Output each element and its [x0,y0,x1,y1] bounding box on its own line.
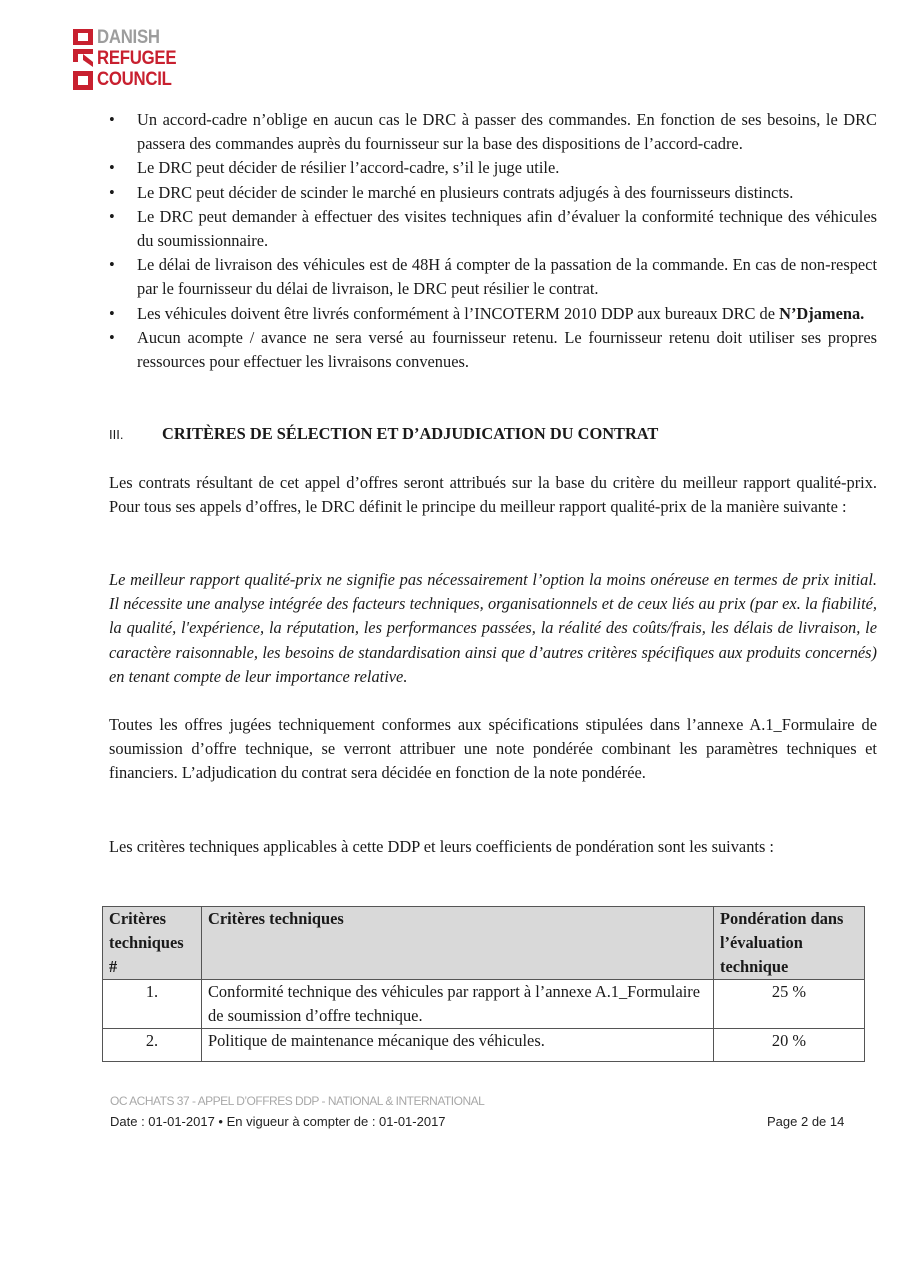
list-item [109,253,877,301]
criterion-weight: 25 % [714,980,865,1029]
table-row [103,1029,865,1062]
table-header-row [103,907,865,980]
logo-line-danish: DANISH [97,26,160,48]
criterion-number: 1. [103,980,202,1029]
intro-paragraph: Les contrats résultant de cet appel d’offres seront attribués sur la base du critère du meilleur rapport qualité-prix. Pour tous ses appels d’offres, le DRC définit le principe du meilleur rapport qualité-prix de la manière suivante : [109,473,877,517]
criteria-table [102,906,865,1062]
list-item [109,181,877,205]
bullet-icon: • [109,158,115,178]
bullet-icon: • [109,255,115,275]
list-item [109,326,877,374]
header-criterion: Critères techniques [202,907,714,980]
list-item [109,156,877,180]
section-title: CRITÈRES DE SÉLECTION ET D’ADJUDICATION DU CONTRAT [162,424,659,443]
criterion-weight: 20 % [714,1029,865,1062]
bullet-icon: • [109,110,115,129]
footer-doc-ref: OC ACHATS 37 - APPEL D’OFFRES DDP - NATIONAL & INTERNATIONAL [110,1094,485,1108]
list-item [109,108,877,156]
footer-page-number: Page 2 de 14 [767,1114,845,1129]
logo-line-council: COUNCIL [97,68,172,90]
list-item-text: Aucun acompte / avance ne sera versé au fournisseur retenu. Le fournisseur retenu doit utiliser ses propres ressources pour effectuer les livraisons convenues. [137,327,877,372]
drc-logo-mark-icon [70,27,96,91]
table-row [103,980,865,1029]
criterion-text: Politique de maintenance mécanique des véhicules. [202,1029,714,1062]
list-item [109,205,877,253]
list-item-text: Un accord-cadre n’oblige en aucun cas le DRC à passer des commandes. En fonction de ses besoins, le DRC passera des commandes auprès du fournisseur sur la base des dispositions de l’accord-cadre. [137,110,877,154]
list-item-text: Les véhicules doivent être livrés conformément à l’INCOTERM 2010 DDP aux bureaux DRC de [137,303,780,323]
logo-text [97,27,176,90]
criterion-text: Conformité technique des véhicules par rapport à l’annexe A.1_Formulaire de soumission d’offre technique. [202,980,714,1029]
bullet-icon: • [109,206,115,226]
list-item-text: Le DRC peut demander à effectuer des visites techniques afin d’évaluer la conformité technique des véhicules du soumissionnaire. [137,206,877,251]
criterion-number: 2. [103,1029,202,1062]
bullet-icon: • [109,327,115,347]
conditions-list [109,108,877,374]
header-criterion-number: Critères techniques # [103,907,202,980]
bullet-icon: • [109,303,115,323]
drc-logo [70,27,190,93]
footer-date: Date : 01-01-2017 • En vigueur à compter de : 01-01-2017 [110,1114,446,1129]
header-weight: Pondération dans l’évaluation technique [714,907,865,980]
list-item [109,302,877,326]
list-item-text: Le DRC peut décider de résilier l’accord-cadre, s’il le juge utile. [137,158,560,178]
definition-paragraph: Le meilleur rapport qualité-prix ne signifie pas nécessairement l’option la moins onéreuse en termes de prix initial. Il nécessite une analyse intégrée des facteurs techniques, organisationnels et de ceux liés au prix (par ex. la fiabilité, la qualité, l'expérience, la réputation, les performances passées, la réalité des coûts/frais, les délais de livraison, le caractère raisonnable, les besoins de standardisation ainsi que d’autres critères spécifiques aux produits concernés) en tenant compte de leur importance relative. [109,570,877,686]
list-item-text: Le délai de livraison des véhicules est de 48H á compter de la passation de la commande. En cas de non-respect par le fournisseur du délai de livraison, le DRC peut résilier le contrat. [137,255,877,299]
offers-paragraph: Toutes les offres jugées techniquement conformes aux spécifications stipulées dans l’annexe A.1_Formulaire de soumission d’offre technique, se verront attribuer une note pondérée combinant les paramètres techniques et financiers. L’adjudication du contrat sera décidée en fonction de la note pondérée. [109,715,877,783]
logo-line-refugee: REFUGEE [97,47,177,69]
bullet-icon: • [109,182,115,202]
criteria-intro-paragraph: Les critères techniques applicables à cette DDP et leurs coefficients de pondération sont les suivants : [109,837,774,856]
location-name: N’Djamena. [779,303,865,323]
list-item-text: Le DRC peut décider de scinder le marché en plusieurs contrats adjugés à des fournisseurs distincts. [137,182,794,202]
section-number: III. [109,427,124,442]
section-heading [109,424,879,444]
